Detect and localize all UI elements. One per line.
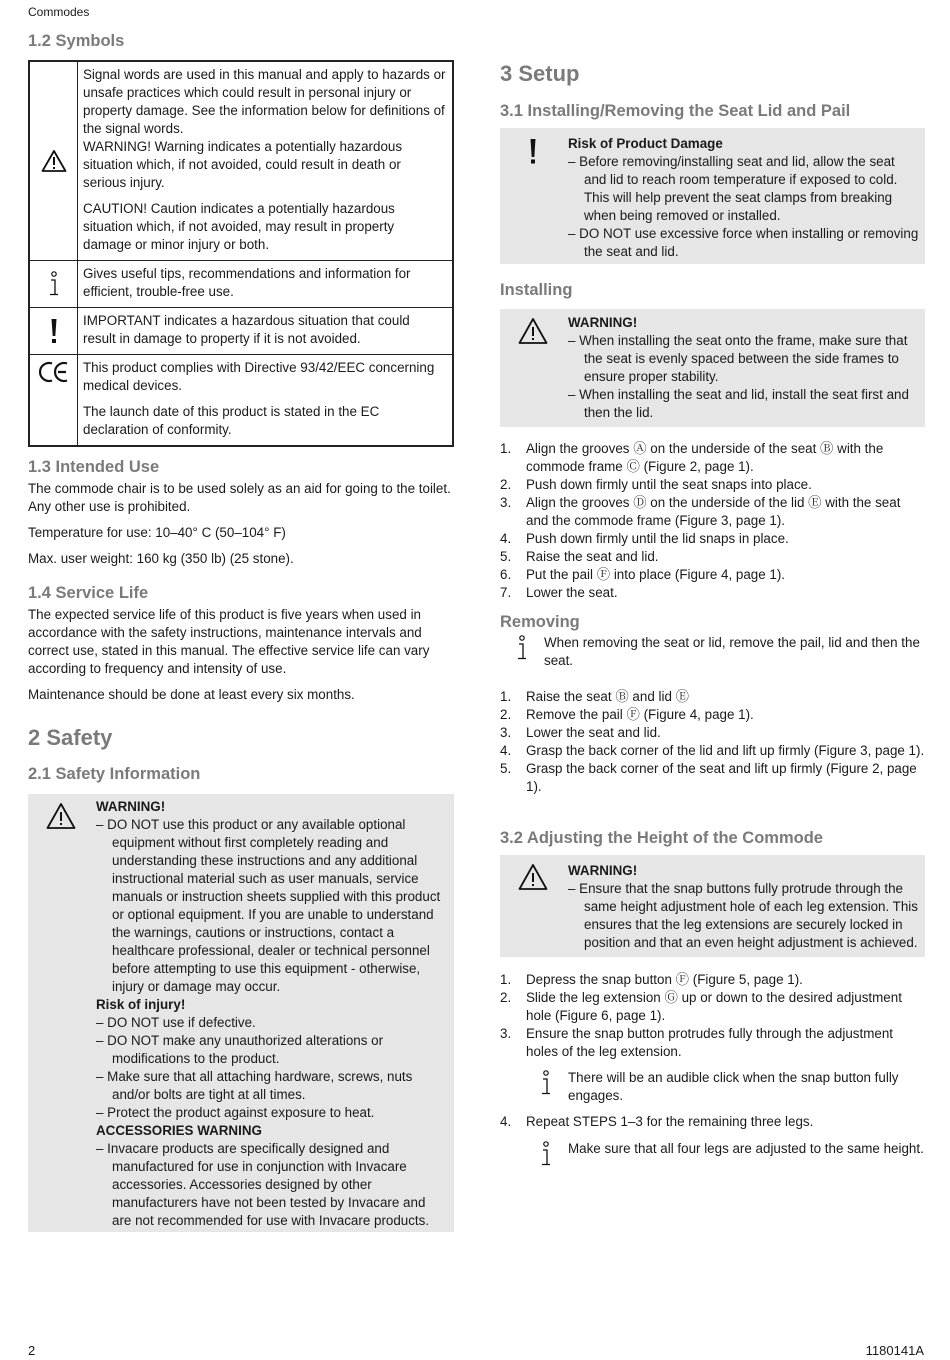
warning-item: – When installing the seat onto the frame, make sure that the seat is evenly spaced between the side frames to ensure proper stability. bbox=[568, 333, 908, 384]
section-heading-intended-use: 1.3 Intended Use bbox=[28, 458, 160, 476]
risk-item: – Protect the product against exposure to heat. bbox=[96, 1105, 375, 1120]
risk-item: – Make sure that all attaching hardware, screws, nuts and/or bolts are tight at all times. bbox=[96, 1069, 413, 1102]
installing-warning-box bbox=[500, 309, 925, 427]
warning-title: WARNING! bbox=[568, 315, 638, 330]
section-heading-seat-lid: 3.1 Installing/Removing the Seat Lid and Pail bbox=[500, 102, 851, 120]
info-icon bbox=[500, 634, 544, 670]
caution-definition: CAUTION! Caution indicates a potentially hazardous situation which, if not avoided, may result in property damage or minor injury or both. bbox=[83, 201, 395, 252]
damage-item: – Before removing/installing seat and lid, allow the seat and lid to reach room temperature if exposed to cold. This will help prevent the seat clamps from breaking when being removed or installed. bbox=[568, 154, 898, 223]
four-legs-note bbox=[524, 1140, 925, 1168]
list-item: 1. Depress the snap button Ⓕ (Figure 5, page 1). bbox=[500, 972, 803, 987]
info-definition: Gives useful tips, recommendations and information for efficient, trouble-free use. bbox=[83, 266, 411, 299]
list-item: 3. Lower the seat and lid. bbox=[500, 725, 661, 740]
list-item: 1. Align the grooves Ⓐ on the underside of the seat Ⓑ with the commode frame Ⓒ (Figure 2, page 1). bbox=[500, 441, 884, 474]
symbols-table bbox=[28, 60, 454, 447]
section-heading-safety-info: 2.1 Safety Information bbox=[28, 765, 201, 783]
height-steps bbox=[500, 971, 925, 1061]
ce-definition-1: This product complies with Directive 93/42/EEC concerning medical devices. bbox=[83, 360, 435, 393]
list-item: 2. Push down firmly until the seat snaps into place. bbox=[500, 477, 812, 492]
warning-triangle-icon bbox=[500, 309, 566, 427]
height-warning-box bbox=[500, 855, 925, 957]
chapter-heading-setup: 3 Setup bbox=[500, 61, 580, 86]
installing-steps bbox=[500, 440, 925, 602]
removing-steps bbox=[500, 688, 925, 796]
height-step-4 bbox=[500, 1113, 925, 1131]
list-item: 2. Slide the leg extension Ⓖ up or down to the desired adjustment hole (Figure 6, page 1). bbox=[500, 990, 902, 1023]
section-heading-symbols: 1.2 Symbols bbox=[28, 32, 125, 50]
removing-note bbox=[500, 634, 925, 670]
exclamation-icon bbox=[30, 308, 78, 354]
warning-triangle-icon bbox=[28, 794, 94, 1232]
warning-item: – DO NOT use this product or any available optional equipment without first completely reading and understanding these instructions and any additional instructional material such as user manuals, service manuals or instruction sheets supplied with this product or optional equipment. If you are unable to understand the warnings, cautions or instructions, contact a healthcare professional, dealer or technical personnel before attempting to use this equipment - otherwise, injury or damage may occur. bbox=[96, 817, 441, 994]
warning-item: – Ensure that the snap buttons fully protrude through the same height adjustment hole of each leg extension. This ensures that the leg extensions are securely locked in position and that an even height adjustment is achieved. bbox=[568, 881, 918, 950]
list-item: 4. Repeat STEPS 1–3 for the remaining three legs. bbox=[500, 1114, 814, 1129]
ce-mark-icon bbox=[30, 355, 78, 445]
exclamation-icon bbox=[500, 128, 566, 264]
list-item: 5. Raise the seat and lid. bbox=[500, 549, 659, 564]
product-damage-title: Risk of Product Damage bbox=[568, 136, 723, 151]
subheading-installing: Installing bbox=[500, 281, 573, 299]
intended-use-text: The commode chair is to be used solely as an aid for going to the toilet. Any other use is prohibited. bbox=[28, 481, 451, 514]
removing-note-text: When removing the seat or lid, remove the pail, lid and then the seat. bbox=[544, 635, 920, 668]
section-heading-height: 3.2 Adjusting the Height of the Commode bbox=[500, 829, 823, 847]
subheading-removing: Removing bbox=[500, 613, 580, 631]
list-item: 3. Align the grooves Ⓓ on the underside of the lid Ⓔ with the seat and the commode frame (Figure 3, page 1). bbox=[500, 495, 901, 528]
list-item: 4. Grasp the back corner of the lid and lift up firmly (Figure 3, page 1). bbox=[500, 743, 925, 758]
warning-triangle-icon bbox=[30, 62, 78, 260]
list-item: 1. Raise the seat Ⓑ and lid Ⓔ bbox=[500, 689, 690, 704]
info-icon bbox=[524, 1140, 568, 1168]
chapter-heading-safety: 2 Safety bbox=[28, 725, 113, 750]
symbols-row-important bbox=[30, 307, 452, 354]
important-definition: IMPORTANT indicates a hazardous situation that could result in damage to property if it is not avoided. bbox=[83, 313, 410, 346]
service-life-text: The expected service life of this product is five years when used in accordance with the safety instructions, maintenance intervals and correct use, stated in this manual. The effective service life can vary according to frequency and intensity of use. bbox=[28, 607, 430, 676]
maintenance-text: Maintenance should be done at least every six months. bbox=[28, 687, 355, 702]
warning-title: WARNING! bbox=[568, 863, 638, 878]
page-number: 2 bbox=[28, 1343, 36, 1358]
info-icon bbox=[524, 1069, 568, 1105]
temperature-text: Temperature for use: 10–40° C (50–104° F) bbox=[28, 525, 286, 540]
symbols-intro-text: Signal words are used in this manual and apply to hazards or unsafe practices which could result in personal injury or property damage. See the information below for definitions of the signal words. bbox=[83, 67, 446, 136]
risk-of-injury-title: Risk of injury! bbox=[96, 997, 186, 1012]
snap-click-note-text: There will be an audible click when the snap button fully engages. bbox=[568, 1070, 899, 1103]
document-code: 1180141A bbox=[865, 1343, 924, 1358]
risk-item: – DO NOT make any unauthorized alterations or modifications to the product. bbox=[96, 1033, 384, 1066]
symbols-row-info bbox=[30, 260, 452, 307]
risk-item: – DO NOT use if defective. bbox=[96, 1015, 256, 1030]
accessories-warning-title: ACCESSORIES WARNING bbox=[96, 1123, 262, 1138]
symbols-row-ce bbox=[30, 354, 452, 445]
warning-item: – When installing the seat and lid, install the seat first and then the lid. bbox=[568, 387, 909, 420]
list-item: 6. Put the pail Ⓕ into place (Figure 4, page 1). bbox=[500, 567, 786, 582]
warning-triangle-icon bbox=[500, 855, 566, 957]
info-icon bbox=[30, 261, 78, 307]
four-legs-note-text: Make sure that all four legs are adjusted to the same height. bbox=[568, 1141, 924, 1156]
safety-warning-box bbox=[28, 794, 454, 1232]
warning-title: WARNING! bbox=[96, 799, 166, 814]
max-weight-text: Max. user weight: 160 kg (350 lb) (25 stone). bbox=[28, 551, 294, 566]
product-damage-box bbox=[500, 128, 925, 264]
list-item: 2. Remove the pail Ⓕ (Figure 4, page 1). bbox=[500, 707, 754, 722]
list-item: 3. Ensure the snap button protrudes fully through the adjustment holes of the leg extension. bbox=[500, 1026, 893, 1059]
list-item: 4. Push down firmly until the lid snaps in place. bbox=[500, 531, 789, 546]
snap-click-note bbox=[524, 1069, 925, 1105]
damage-item: – DO NOT use excessive force when installing or removing the seat and lid. bbox=[568, 226, 919, 259]
page-header: Commodes bbox=[28, 5, 90, 19]
ce-definition-2: The launch date of this product is stated in the EC declaration of conformity. bbox=[83, 404, 380, 437]
section-heading-service-life: 1.4 Service Life bbox=[28, 584, 149, 602]
symbols-row-warning bbox=[30, 62, 452, 260]
warning-definition: WARNING! Warning indicates a potentially hazardous situation which, if not avoided, could result in death or serious injury. bbox=[83, 139, 403, 190]
list-item: 7. Lower the seat. bbox=[500, 585, 618, 600]
list-item: 5. Grasp the back corner of the seat and lift up firmly (Figure 2, page 1). bbox=[500, 761, 917, 794]
accessories-item: – Invacare products are specifically designed and manufactured for use in conjunction with Invacare accessories. Accessories designed by other manufacturers have not been tested by Invacare and are not recommended for use with Invacare products. bbox=[96, 1141, 430, 1228]
